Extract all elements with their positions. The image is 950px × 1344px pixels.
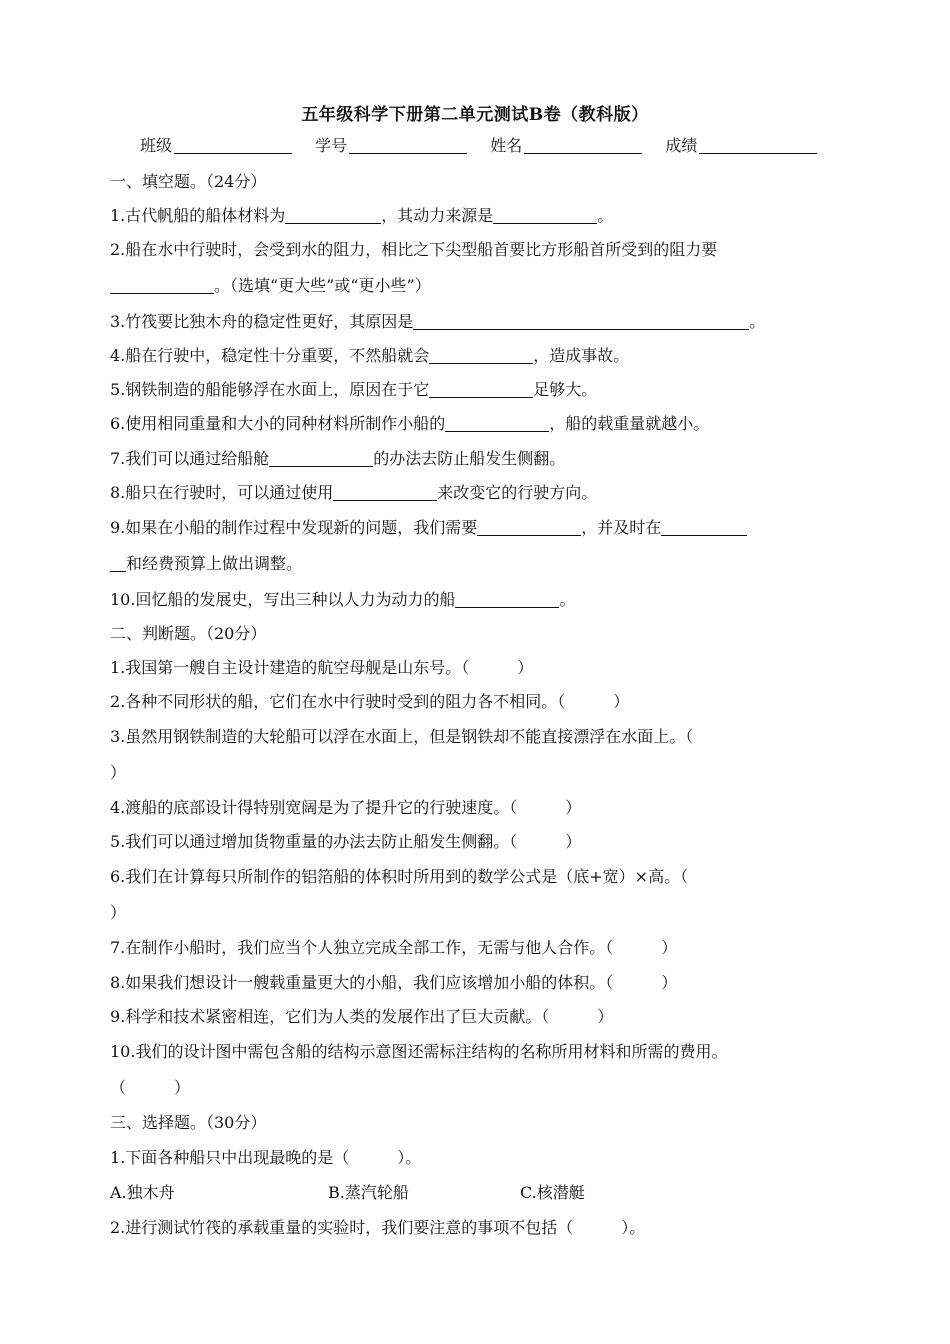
q9-text-b: ，并及时在 [581,518,662,537]
page-title: 五年级科学下册第二单元测试B卷（教科版） [301,105,649,125]
q10-blank[interactable] [455,592,559,608]
student-info-row [140,133,840,156]
fill-question-1 [110,206,845,226]
id-label: 学号 [315,136,348,155]
q2-text-b: 。（选填“更大些”或“更小些”） [214,276,431,295]
q7-blank[interactable] [269,451,373,467]
q4-blank[interactable] [429,348,533,364]
option-a[interactable]: A.独木舟 [110,1183,175,1202]
q7-text-a: 7.我们可以通过给船舱 [110,449,270,468]
q9-blank-2[interactable] [661,520,747,536]
fill-question-2-line1: 2.船在水中行驶时，会受到水的阻力，相比之下尖型船首要比方形船首所受到的阻力要 [110,240,718,259]
judge-question-5: 5.我们可以通过增加货物重量的办法去防止船发生侧翻。（ ） [110,832,582,851]
q5-text-b: 足够大。 [533,380,598,399]
section3-heading: 三、选择题。（30分） [110,1113,267,1132]
score-blank[interactable] [699,137,817,154]
class-label: 班级 [140,136,173,155]
q4-text-a: 4.船在行驶中，稳定性十分重要，不然船就会 [110,346,430,365]
option-b[interactable]: B.蒸汽轮船 [328,1183,409,1202]
q1-blank-1[interactable] [285,208,381,224]
judge-question-10-line1: 10.我们的设计图中需包含船的结构示意图还需标注结构的名称所用材料和所需的费用。 [110,1042,728,1061]
section2-heading: 二、判断题。（20分） [110,624,267,643]
q10-text-a: 10.回忆船的发展史，写出三种以人力为动力的船 [110,590,456,609]
q8-text-b: 来改变它的行驶方向。 [437,483,598,502]
fill-question-7 [110,449,845,469]
q1-text-a: 1.古代帆船的船体材料为 [110,206,286,225]
name-blank[interactable] [524,137,642,154]
q5-blank[interactable] [429,382,533,398]
fill-question-6 [110,414,845,434]
q6-text-b: ，船的载重量就越小。 [549,414,710,433]
q1-text-b: ，其动力来源是 [381,206,494,225]
judge-question-3-line1: 3.虽然用钢铁制造的大轮船可以浮在水面上，但是钢铁却不能直接漂浮在水面上。（ [110,727,694,746]
q9-blank-1[interactable] [477,520,581,536]
fill-question-4 [110,346,845,366]
fill-question-5 [110,380,845,400]
q6-text-a: 6.使用相同重量和大小的同种材料所制作小船的 [110,414,446,433]
fill-question-9-line2 [110,554,845,574]
judge-question-4: 4.渡船的底部设计得特别宽阔是为了提升它的行驶速度。（ ） [110,798,582,817]
judge-question-6-line2: ） [110,903,127,922]
q8-blank[interactable] [333,485,437,501]
q3-text-b: 。 [749,312,766,331]
q9-text-a: 9.如果在小船的制作过程中发现新的问题，我们需要 [110,518,478,537]
judge-question-2: 2.各种不同形状的船，它们在水中行驶时受到的阻力各不相同。（ ） [110,692,630,711]
choice-question-2: 2.进行测试竹筏的承载重量的实验时，我们要注意的事项不包括（ ）。 [110,1218,646,1237]
fill-question-2-line2 [110,276,845,296]
q9-text-c: 和经费预算上做出调整。 [126,554,303,573]
q4-text-b: ，造成事故。 [533,346,630,365]
judge-question-10-line2: （ ） [110,1078,191,1097]
q2-blank[interactable] [110,278,214,294]
judge-question-6-line1: 6.我们在计算每只所制作的铝箔船的体积时所用到的数学公式是（底+宽）×高。（ [110,867,689,886]
choice-question-1: 1.下面各种船只中出现最晚的是（ ）。 [110,1148,422,1167]
score-field[interactable] [665,133,817,156]
q3-blank[interactable] [413,314,749,330]
section1-heading: 一、填空题。（24分） [110,172,267,191]
q3-text-a: 3.竹筏要比独木舟的稳定性更好，其原因是 [110,312,414,331]
fill-question-10 [110,590,845,610]
judge-question-7: 7.在制作小船时，我们应当个人独立完成全部工作，无需与他人合作。（ ） [110,938,678,957]
id-field[interactable] [315,133,467,156]
q6-blank[interactable] [445,416,549,432]
judge-question-8: 8.如果我们想设计一艘载重量更大的小船，我们应该增加小船的体积。（ ） [110,973,678,992]
q8-text-a: 8.船只在行驶时，可以通过使用 [110,483,334,502]
name-field[interactable] [490,133,642,156]
q5-text-a: 5.钢铁制造的船能够浮在水面上，原因在于它 [110,380,430,399]
judge-question-9: 9.科学和技术紧密相连，它们为人类的发展作出了巨大贡献。（ ） [110,1007,614,1026]
judge-question-3-line2: ） [110,763,127,782]
fill-question-8 [110,483,845,503]
class-field[interactable] [140,133,292,156]
score-label: 成绩 [665,136,698,155]
name-label: 姓名 [490,136,523,155]
fill-question-3 [110,312,845,332]
class-blank[interactable] [174,137,292,154]
option-c[interactable]: C.核潜艇 [520,1183,585,1202]
q10-text-b: 。 [559,590,576,609]
q1-blank-2[interactable] [493,208,597,224]
fill-question-9-line1 [110,518,845,538]
q7-text-b: 的办法去防止船发生侧翻。 [373,449,566,468]
q1-text-c: 。 [597,206,614,225]
q9-blank-2-cont[interactable] [110,556,126,572]
judge-question-1: 1.我国第一艘自主设计建造的航空母舰是山东号。（ ） [110,658,534,677]
id-blank[interactable] [349,137,467,154]
